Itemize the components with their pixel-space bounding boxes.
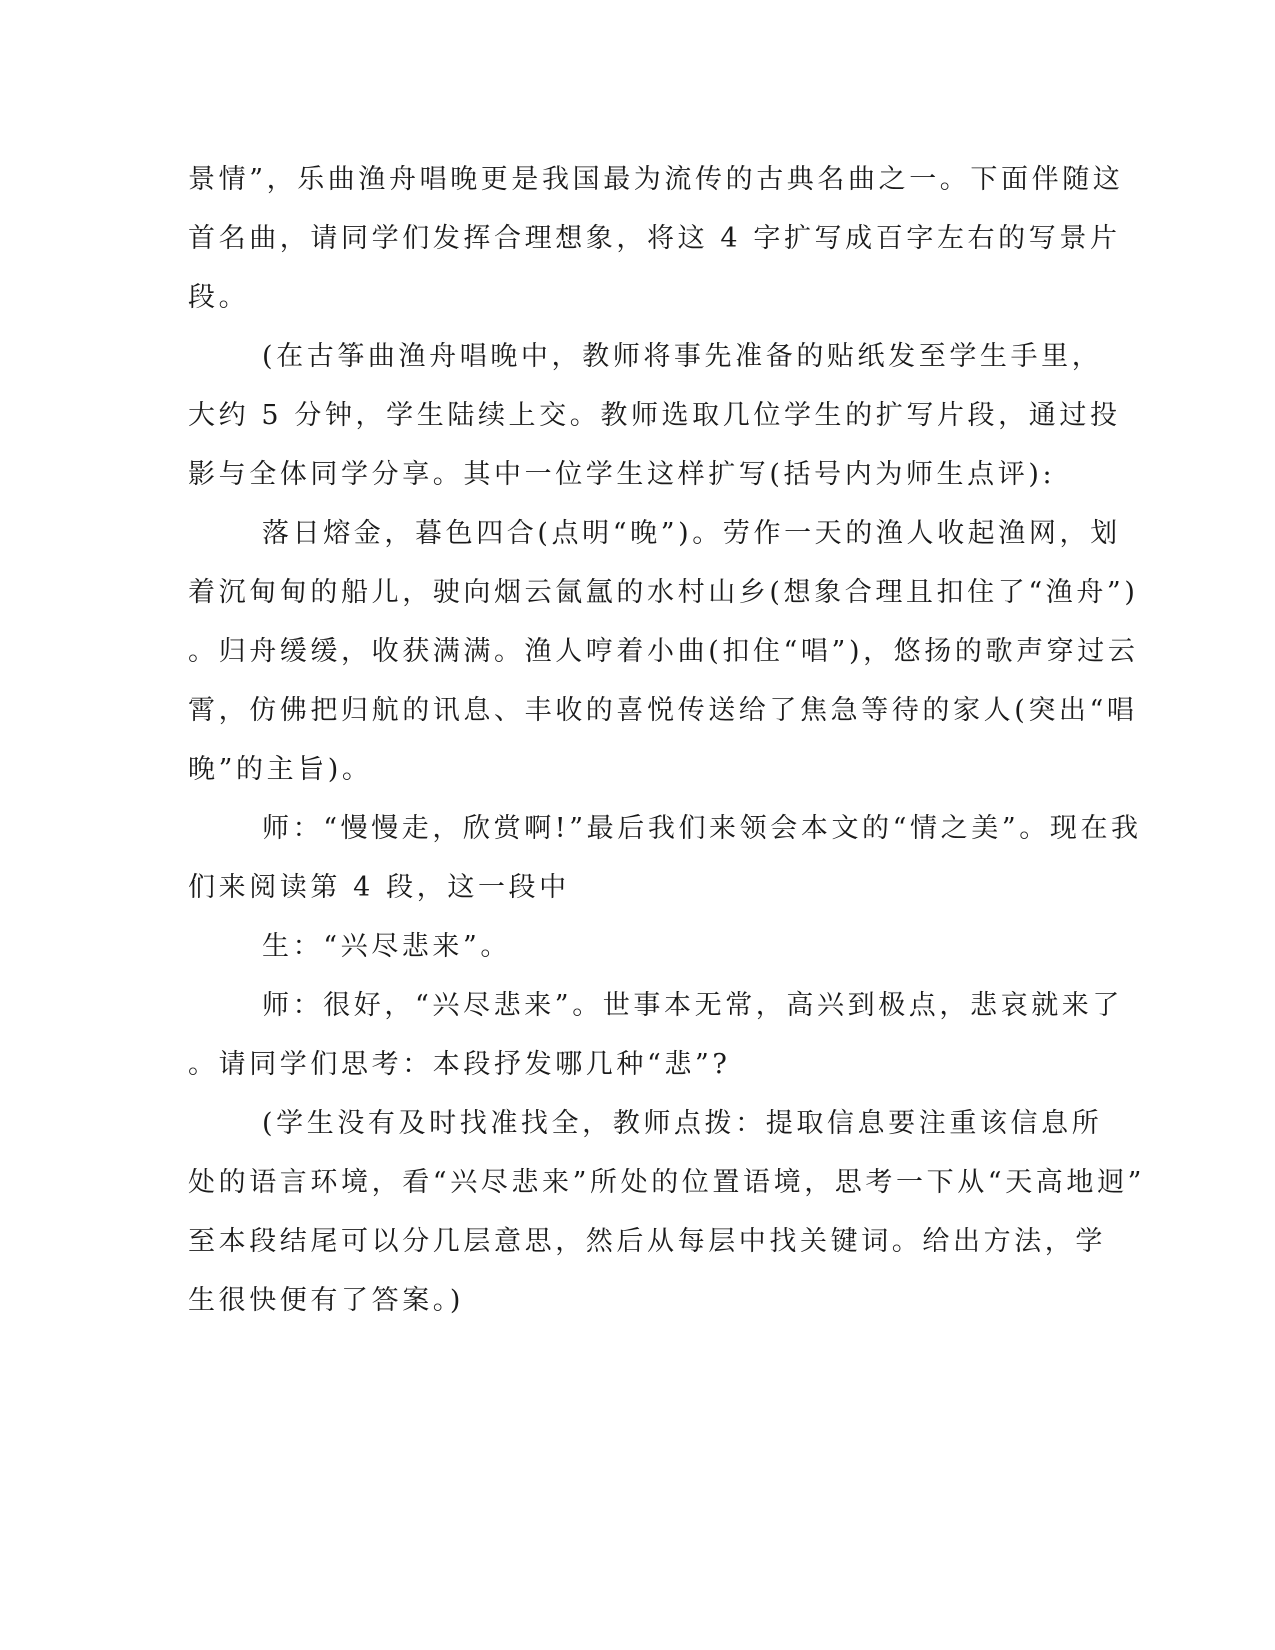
text-line-6: 影与全体同学分享。其中一位学生这样扩写(括号内为师生点评):	[188, 459, 1056, 490]
text-line-11: 晚”的主旨)。	[188, 754, 373, 785]
text-line-8: 着沉甸甸的船儿，驶向烟云氤氲的水村山乡(想象合理且扣住了“渔舟”)	[188, 577, 1139, 608]
text-line-9: 。归舟缓缓，收获满满。渔人哼着小曲(扣住“唱”)，悠扬的歌声穿过云	[188, 636, 1139, 667]
text-line-1: 景情”，乐曲渔舟唱晚更是我国最为流传的古典名曲之一。下面伴随这	[188, 164, 1124, 195]
text-line-3: 段。	[188, 282, 250, 313]
text-line-7: 落日熔金，暮色四合(点明“晚”)。劳作一天的渔人收起渔网，划	[262, 518, 1121, 549]
text-line-10: 霄，仿佛把归航的讯息、丰收的喜悦传送给了焦急等待的家人(突出“唱	[188, 695, 1138, 726]
text-line-2: 首名曲，请同学们发挥合理想象，将这 4 字扩写成百字左右的写景片	[188, 223, 1121, 254]
text-line-19: 至本段结尾可以分几层意思，然后从每层中找关键词。给出方法，学	[188, 1226, 1106, 1257]
text-line-20: 生很快便有了答案。)	[188, 1285, 465, 1316]
text-line-14: 生：“兴尽悲来”。	[262, 931, 512, 962]
text-line-5: 大约 5 分钟，学生陆续上交。教师选取几位学生的扩写片段，通过投	[188, 400, 1121, 431]
text-line-12: 师：“慢慢走，欣赏啊!”最后我们来领会本文的“情之美”。现在我	[262, 813, 1142, 844]
text-line-17: (学生没有及时找准找全，教师点拨：提取信息要注重该信息所	[262, 1108, 1103, 1139]
text-line-18: 处的语言环境，看“兴尽悲来”所处的位置语境，思考一下从“天高地迥”	[188, 1167, 1146, 1198]
text-line-4: (在古筝曲渔舟唱晚中，教师将事先准备的贴纸发至学生手里，	[262, 341, 1103, 372]
text-line-13: 们来阅读第 4 段，这一段中	[188, 872, 570, 903]
text-line-16: 。请同学们思考：本段抒发哪几种“悲”?	[188, 1049, 731, 1080]
text-line-15: 师：很好，“兴尽悲来”。世事本无常，高兴到极点，悲哀就来了	[262, 990, 1124, 1021]
